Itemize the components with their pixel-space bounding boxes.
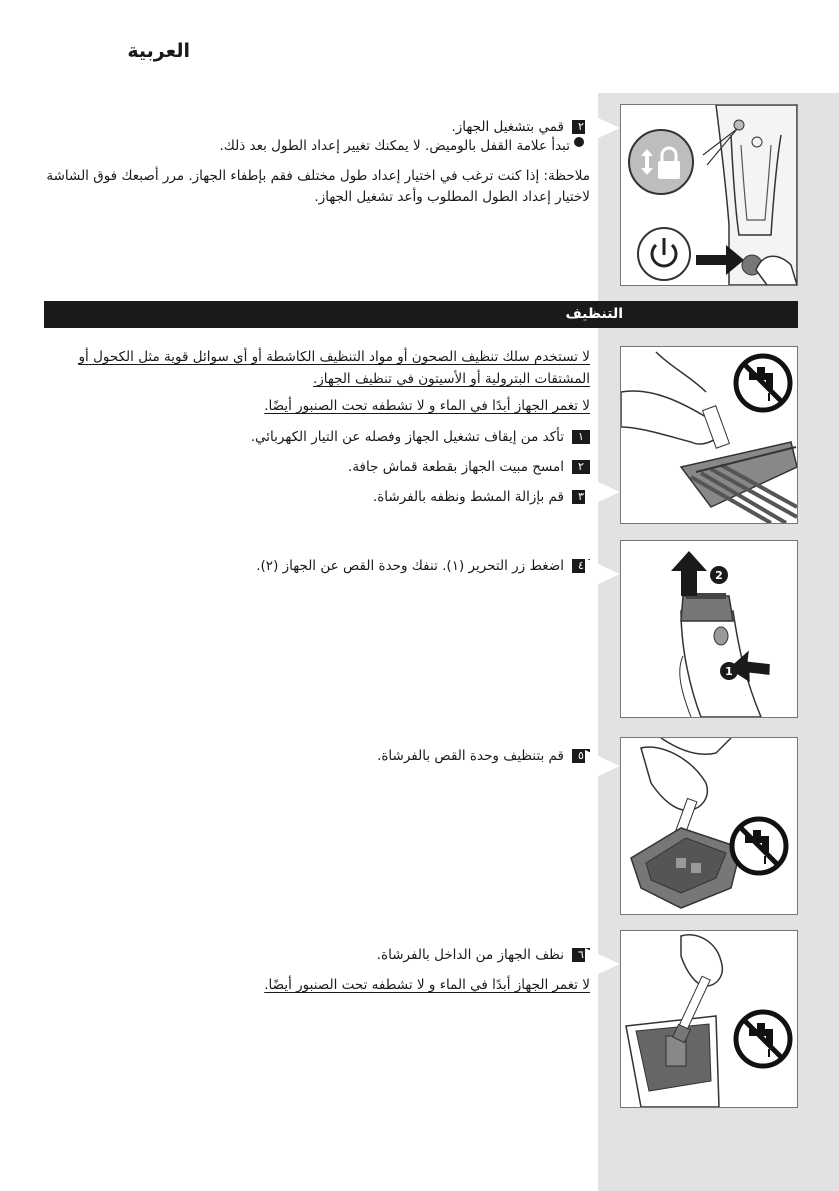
no-water-icon bbox=[736, 356, 790, 410]
figure-remove-comb bbox=[620, 346, 798, 524]
step-number: ٤ bbox=[572, 559, 590, 573]
figure-pointer bbox=[585, 948, 620, 980]
cutter-icon bbox=[631, 828, 741, 908]
figure-brush-inside bbox=[620, 930, 798, 1108]
figure-pointer bbox=[585, 750, 620, 782]
bullet-icon bbox=[574, 137, 584, 147]
step-number: ٥ bbox=[572, 749, 590, 763]
figure-release-cutter bbox=[620, 540, 798, 718]
step-1 bbox=[40, 427, 590, 448]
warning-water-2: لا تغمر الجهاز أبدًا في الماء و لا تشطفه تحت الصنبور أيضًا. bbox=[264, 977, 590, 993]
power-icon bbox=[638, 228, 690, 280]
step-text: قمي بتشغيل الجهاز. bbox=[451, 119, 564, 135]
step-number: ١ bbox=[572, 430, 590, 444]
figure-pointer bbox=[585, 558, 620, 590]
step-text: اضغط زر التحرير (١). تنفك وحدة القص عن الجهاز (٢). bbox=[256, 558, 564, 574]
figure-brush-cutter bbox=[620, 737, 798, 915]
figure-pointer bbox=[585, 112, 620, 144]
bullet-text: تبدأ علامة القفل بالوميض. لا يمكنك تغيير إعداد الطول بعد ذلك. bbox=[219, 138, 570, 154]
step-text: نظف الجهاز من الداخل بالفرشاة. bbox=[376, 947, 564, 963]
callout-1-label: 1 bbox=[725, 665, 733, 678]
step-number: ٢ bbox=[572, 460, 590, 474]
no-water-icon bbox=[732, 819, 786, 873]
step-4 bbox=[40, 556, 590, 577]
language-heading: العربية bbox=[127, 40, 190, 62]
step-6 bbox=[40, 945, 590, 966]
no-water-icon bbox=[736, 1012, 790, 1066]
note-text: ملاحظة: إذا كنت ترغب في اختيار إعداد طول مختلف فقم بإطفاء الجهاز. مرر أصبعك فوق الشاشة لاختيار إعداد الطول المطلوب وأعد تشغيل الجهاز. bbox=[46, 168, 590, 205]
step-text: قم بتنظيف وحدة القص بالفرشاة. bbox=[377, 748, 564, 764]
warning-water: لا تغمر الجهاز أبدًا في الماء و لا تشطفه تحت الصنبور أيضًا. bbox=[264, 398, 590, 414]
figure-pointer bbox=[585, 476, 620, 508]
step-text: تأكد من إيقاف تشغيل الجهاز وفصله عن التيار الكهربائي. bbox=[250, 429, 564, 445]
warning-abrasive: لا تستخدم سلك تنظيف الصحون أو مواد التنظيف الكاشطة أو أي سوائل قوية مثل الكحول أو المشتقات البترولية أو الأسيتون في تنظيف الجهاز. bbox=[78, 349, 590, 387]
step-5 bbox=[40, 746, 590, 767]
step-text: قم بإزالة المشط ونظفه بالفرشاة. bbox=[372, 489, 564, 505]
callout-2-label: 2 bbox=[715, 569, 723, 582]
step-text: امسح مبيت الجهاز بقطعة قماش جافة. bbox=[348, 459, 564, 475]
lock-arrows-icon bbox=[629, 130, 693, 194]
comb-icon bbox=[681, 442, 797, 523]
step-2-power-on bbox=[40, 117, 590, 138]
step-number: ٢ bbox=[572, 120, 590, 134]
step-3 bbox=[40, 487, 590, 508]
section-header bbox=[44, 301, 798, 328]
step-2 bbox=[40, 457, 590, 478]
figure-power-lock bbox=[620, 104, 798, 286]
step-number: ٦ bbox=[572, 948, 590, 962]
step-number: ٣ bbox=[572, 490, 590, 504]
section-title: التنظيف bbox=[565, 306, 623, 322]
